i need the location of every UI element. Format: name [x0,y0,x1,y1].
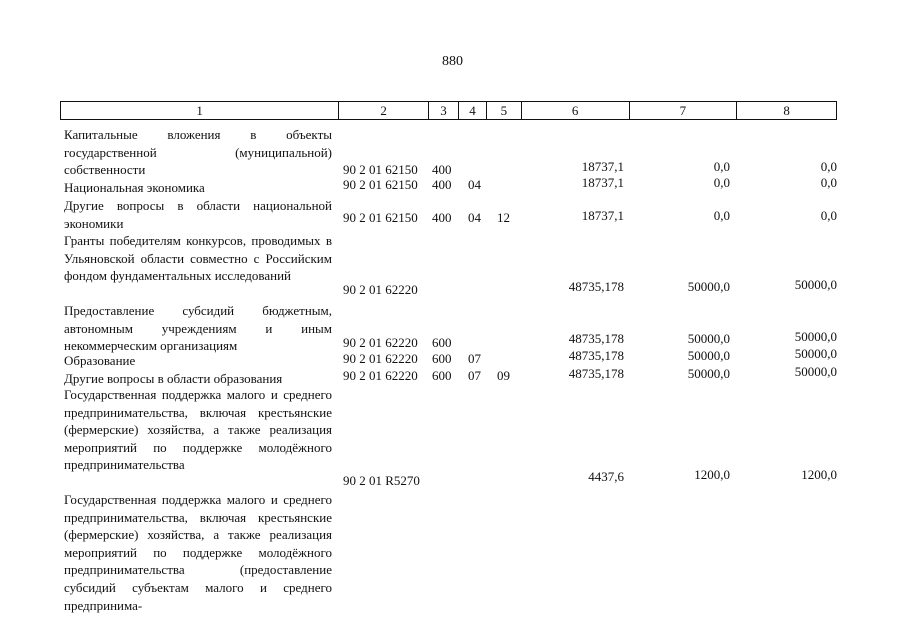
row-name: Национальная экономика [64,180,205,195]
row-code: 90 2 01 62220 [343,351,418,366]
table-header [60,101,837,120]
row-value-8: 0,0 [820,208,837,223]
row-value-6: 48735,178 [568,366,624,381]
row-vr: 400 [432,162,452,177]
row-value-6: 4437,6 [588,469,624,484]
row-vr: 600 [432,368,452,383]
row-vr: 600 [432,335,452,350]
row-code: 90 2 01 R5270 [343,473,420,488]
row-value-6: 48735,178 [568,348,624,363]
row-code: 90 2 01 62220 [343,282,418,297]
row-value-7: 0,0 [713,208,730,223]
header-col-4: 4 [459,102,487,119]
row-value-6: 18737,1 [581,175,624,190]
header-col-1: 1 [61,102,339,119]
row-rz: 04 [468,177,481,192]
row-value-8: 0,0 [820,159,837,174]
row-pr: 09 [497,368,510,383]
row-value-6: 18737,1 [581,208,624,223]
row-value-7: 50000,0 [687,331,730,346]
row-name: Образование [64,353,136,368]
row-value-7: 0,0 [713,175,730,190]
row-value-7: 50000,0 [687,366,730,381]
row-rz: 07 [468,351,481,366]
page-number: 880 [442,54,463,69]
row-pr: 12 [497,210,510,225]
row-code: 90 2 01 62220 [343,335,418,350]
row-name: Другие вопросы в области образования [64,371,283,386]
row-value-7: 1200,0 [694,467,730,482]
row-vr: 600 [432,351,452,366]
row-name: Государственная поддержка малого и среднего предпринимательства, включая крестьянские (фермерские) хозяйства, а также реализация мероприятий по поддержке молодёжного предпринимательства (предоставление субсидий субъектам малого и среднего предпринима- [64,492,332,613]
row-code: 90 2 01 62150 [343,177,418,192]
row-vr: 400 [432,177,452,192]
row-rz: 07 [468,368,481,383]
row-value-8: 50000,0 [794,364,837,379]
row-value-7: 0,0 [713,159,730,174]
header-col-5: 5 [487,102,522,119]
row-name: Другие вопросы в области национальной экономики [64,198,332,231]
header-col-2: 2 [339,102,429,119]
header-col-6: 6 [522,102,630,119]
row-rz: 04 [468,210,481,225]
row-name: Предоставление субсидий бюджетным, автономным учреждениям и иным некоммерческим организациям [64,303,332,354]
row-vr: 400 [432,210,452,225]
header-col-8: 8 [783,103,790,118]
row-value-6: 18737,1 [581,159,624,174]
row-value-6: 48735,178 [568,279,624,294]
row-value-8: 1200,0 [801,467,837,482]
row-value-7: 50000,0 [687,279,730,294]
row-name: Государственная поддержка малого и среднего предпринимательства, включая крестьянские (фермерские) хозяйства, а также реализация мероприятий по поддержке молодёжного предпринимательства [64,387,332,473]
row-value-8: 50000,0 [794,346,837,361]
row-value-6: 48735,178 [568,331,624,346]
row-code: 90 2 01 62150 [343,210,418,225]
row-name: Капитальные вложения в объекты государственной (муниципальной) собственности [64,127,332,178]
row-name: Гранты победителям конкурсов, проводимых в Ульяновской области совместно с Российским фондом фундаментальных исследований [64,233,332,284]
row-value-8: 50000,0 [794,277,837,292]
row-code: 90 2 01 62150 [343,162,418,177]
row-value-7: 50000,0 [687,348,730,363]
row-value-8: 50000,0 [794,329,837,344]
header-col-7: 7 [630,102,738,119]
row-code: 90 2 01 62220 [343,368,418,383]
row-value-8: 0,0 [820,175,837,190]
header-col-3: 3 [429,102,459,119]
